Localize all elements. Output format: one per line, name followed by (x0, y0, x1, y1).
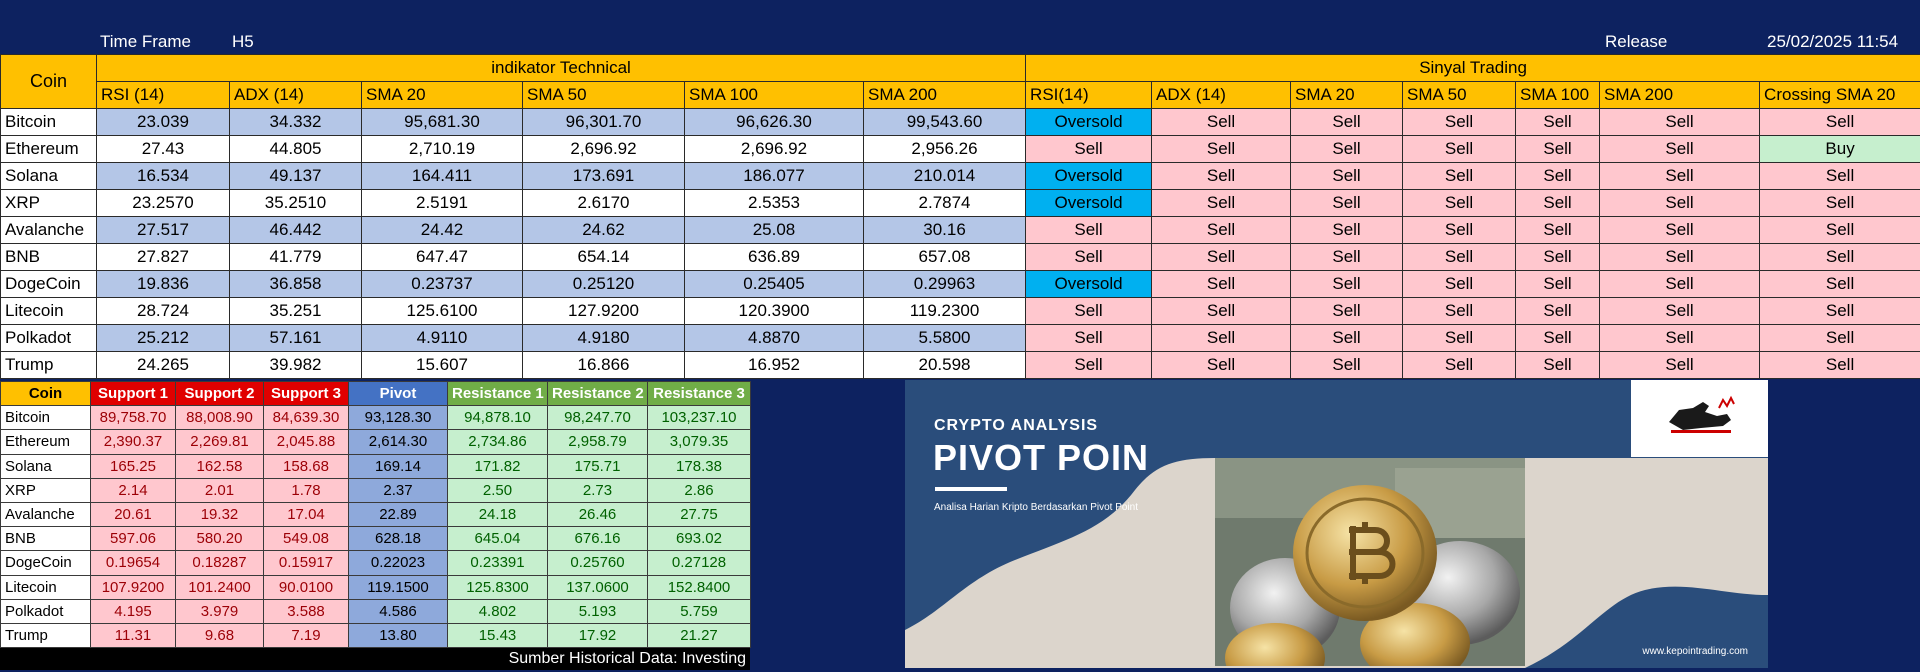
signal-cell: Buy (1760, 136, 1920, 163)
indicator-value-cell: 16.534 (97, 163, 230, 190)
signal-cell: Oversold (1026, 163, 1152, 190)
table-row (1, 190, 1920, 217)
pivot-value-cell: 2,614.30 (349, 430, 448, 454)
signal-column-header: ADX (14) (1152, 82, 1291, 109)
indicator-value-cell: 2,710.19 (362, 136, 523, 163)
signal-column-header: SMA 20 (1291, 82, 1403, 109)
tech-column-header: ADX (14) (230, 82, 362, 109)
signal-cell: Sell (1403, 298, 1516, 325)
signal-cell: Sell (1516, 271, 1600, 298)
pivot-row (1, 406, 751, 430)
signal-cell: Sell (1760, 244, 1920, 271)
pivot-value-cell: 137.0600 (548, 575, 648, 599)
pivot-value-cell: 645.04 (448, 527, 548, 551)
indicator-value-cell: 24.265 (97, 352, 230, 379)
indicator-value-cell: 96,301.70 (523, 109, 685, 136)
signal-cell: Sell (1152, 109, 1291, 136)
coin-name-cell: Litecoin (1, 575, 91, 599)
signal-cell: Sell (1291, 244, 1403, 271)
pivot-value-cell: 4.195 (91, 599, 176, 623)
table-row (1, 163, 1920, 190)
banner-title: PIVOT POIN (933, 437, 1150, 478)
indicator-value-cell: 173.691 (523, 163, 685, 190)
signal-cell: Sell (1403, 352, 1516, 379)
indicator-value-cell: 0.29963 (864, 271, 1026, 298)
pivot-value-cell: 90.0100 (264, 575, 349, 599)
table-row (1, 325, 1920, 352)
technical-group-header: indikator Technical (97, 55, 1026, 82)
pivot-column-header: Support 2 (176, 382, 264, 406)
signal-cell: Sell (1600, 190, 1760, 217)
signal-cell: Oversold (1026, 109, 1152, 136)
signal-cell: Sell (1516, 298, 1600, 325)
indicator-value-cell: 23.2570 (97, 190, 230, 217)
signal-cell: Sell (1026, 325, 1152, 352)
signal-cell: Oversold (1026, 271, 1152, 298)
indicator-value-cell: 120.3900 (685, 298, 864, 325)
pivot-value-cell: 0.18287 (176, 551, 264, 575)
pivot-value-cell: 15.43 (448, 623, 548, 647)
pivot-value-cell: 169.14 (349, 454, 448, 478)
signal-cell: Sell (1760, 163, 1920, 190)
coin-name-cell: DogeCoin (1, 551, 91, 575)
indicator-value-cell: 49.137 (230, 163, 362, 190)
signal-cell: Sell (1152, 352, 1291, 379)
signal-cell: Sell (1291, 163, 1403, 190)
pivot-column-header: Coin (1, 382, 91, 406)
pivot-value-cell: 2,390.37 (91, 430, 176, 454)
table-row (1, 136, 1920, 163)
pivot-column-header: Support 1 (91, 382, 176, 406)
indicator-value-cell: 2.5353 (685, 190, 864, 217)
indicator-value-cell: 119.2300 (864, 298, 1026, 325)
pivot-row (1, 454, 751, 478)
pivot-value-cell: 2.50 (448, 478, 548, 502)
indicator-value-cell: 28.724 (97, 298, 230, 325)
pivot-value-cell: 178.38 (648, 454, 751, 478)
pivot-value-cell: 3.979 (176, 599, 264, 623)
signal-cell: Sell (1600, 298, 1760, 325)
indicator-value-cell: 25.08 (685, 217, 864, 244)
pivot-value-cell: 2,734.86 (448, 430, 548, 454)
signal-cell: Sell (1291, 109, 1403, 136)
pivot-value-cell: 94,878.10 (448, 406, 548, 430)
indicator-value-cell: 44.805 (230, 136, 362, 163)
brand-logo (1631, 380, 1768, 457)
banner-website: www.kepointrading.com (1642, 646, 1748, 657)
indicator-value-cell: 2,696.92 (685, 136, 864, 163)
tech-column-header: SMA 200 (864, 82, 1026, 109)
indicator-value-cell: 657.08 (864, 244, 1026, 271)
signal-cell: Sell (1600, 271, 1760, 298)
indicator-value-cell: 27.43 (97, 136, 230, 163)
coin-name-cell: Polkadot (1, 599, 91, 623)
signal-cell: Sell (1403, 109, 1516, 136)
pivot-value-cell: 17.92 (548, 623, 648, 647)
pivot-column-header: Resistance 1 (448, 382, 548, 406)
indicator-value-cell: 27.827 (97, 244, 230, 271)
indicator-value-cell: 5.5800 (864, 325, 1026, 352)
pivot-value-cell: 162.58 (176, 454, 264, 478)
indicator-value-cell: 19.836 (97, 271, 230, 298)
crypto-coins-photo (1215, 458, 1525, 666)
pivot-row (1, 551, 751, 575)
pivot-value-cell: 0.27128 (648, 551, 751, 575)
pivot-value-cell: 0.23391 (448, 551, 548, 575)
technical-signal-table (0, 54, 1920, 379)
pivot-value-cell: 84,639.30 (264, 406, 349, 430)
signal-cell: Sell (1516, 352, 1600, 379)
table-row (1, 352, 1920, 379)
signal-cell: Sell (1291, 271, 1403, 298)
signal-cell: Sell (1516, 217, 1600, 244)
table-row (1, 217, 1920, 244)
pivot-column-header: Pivot (349, 382, 448, 406)
indicator-value-cell: 186.077 (685, 163, 864, 190)
indicator-value-cell: 2,956.26 (864, 136, 1026, 163)
pivot-value-cell: 693.02 (648, 527, 751, 551)
signal-cell: Sell (1152, 244, 1291, 271)
pivot-value-cell: 549.08 (264, 527, 349, 551)
signal-cell: Sell (1516, 109, 1600, 136)
pivot-row (1, 430, 751, 454)
signal-cell: Sell (1403, 325, 1516, 352)
signal-cell: Oversold (1026, 190, 1152, 217)
coin-header: Coin (1, 55, 97, 109)
signal-cell: Sell (1291, 298, 1403, 325)
signal-cell: Sell (1600, 163, 1760, 190)
indicator-value-cell: 20.598 (864, 352, 1026, 379)
tech-column-header: SMA 50 (523, 82, 685, 109)
pivot-column-header: Resistance 3 (648, 382, 751, 406)
coin-name-cell: Avalanche (1, 502, 91, 526)
pivot-row (1, 478, 751, 502)
coin-name-cell: Litecoin (1, 298, 97, 325)
coin-name-cell: BNB (1, 527, 91, 551)
indicator-value-cell: 34.332 (230, 109, 362, 136)
signal-cell: Sell (1026, 298, 1152, 325)
tech-column-header: SMA 100 (685, 82, 864, 109)
indicator-value-cell: 35.2510 (230, 190, 362, 217)
signal-column-header: SMA 100 (1516, 82, 1600, 109)
signal-cell: Sell (1600, 217, 1760, 244)
signal-column-header: RSI(14) (1026, 82, 1152, 109)
indicator-value-cell: 24.42 (362, 217, 523, 244)
indicator-value-cell: 647.47 (362, 244, 523, 271)
tech-column-header: SMA 20 (362, 82, 523, 109)
indicator-value-cell: 35.251 (230, 298, 362, 325)
coin-name-cell: XRP (1, 478, 91, 502)
pivot-value-cell: 93,128.30 (349, 406, 448, 430)
data-source-note: Sumber Historical Data: Investing (0, 648, 750, 670)
signal-cell: Sell (1403, 136, 1516, 163)
indicator-value-cell: 95,681.30 (362, 109, 523, 136)
pivot-value-cell: 11.31 (91, 623, 176, 647)
signal-cell: Sell (1600, 352, 1760, 379)
pivot-column-header: Support 3 (264, 382, 349, 406)
signal-cell: Sell (1403, 271, 1516, 298)
bull-logo-icon (1631, 380, 1768, 457)
coin-name-cell: XRP (1, 190, 97, 217)
indicator-value-cell: 25.212 (97, 325, 230, 352)
signal-cell: Sell (1760, 271, 1920, 298)
tech-column-header: RSI (14) (97, 82, 230, 109)
indicator-value-cell: 164.411 (362, 163, 523, 190)
signal-cell: Sell (1291, 136, 1403, 163)
pivot-value-cell: 17.04 (264, 502, 349, 526)
indicator-value-cell: 46.442 (230, 217, 362, 244)
signal-cell: Sell (1760, 325, 1920, 352)
indicator-value-cell: 210.014 (864, 163, 1026, 190)
coin-name-cell: BNB (1, 244, 97, 271)
pivot-row (1, 623, 751, 647)
pivot-value-cell: 26.46 (548, 502, 648, 526)
signal-cell: Sell (1516, 136, 1600, 163)
pivot-value-cell: 27.75 (648, 502, 751, 526)
pivot-value-cell: 3.588 (264, 599, 349, 623)
pivot-value-cell: 88,008.90 (176, 406, 264, 430)
signal-cell: Sell (1516, 244, 1600, 271)
indicator-value-cell: 125.6100 (362, 298, 523, 325)
signal-cell: Sell (1600, 244, 1760, 271)
release-label: Release (1605, 32, 1668, 51)
signal-cell: Sell (1760, 190, 1920, 217)
indicator-value-cell: 654.14 (523, 244, 685, 271)
pivot-value-cell: 89,758.70 (91, 406, 176, 430)
indicator-value-cell: 27.517 (97, 217, 230, 244)
pivot-value-cell: 0.19654 (91, 551, 176, 575)
pivot-value-cell: 5.759 (648, 599, 751, 623)
pivot-value-cell: 0.15917 (264, 551, 349, 575)
pivot-row (1, 527, 751, 551)
pivot-value-cell: 2.01 (176, 478, 264, 502)
pivot-value-cell: 2.73 (548, 478, 648, 502)
indicator-value-cell: 2.7874 (864, 190, 1026, 217)
coin-name-cell: Ethereum (1, 430, 91, 454)
pivot-value-cell: 2.37 (349, 478, 448, 502)
table-row (1, 298, 1920, 325)
pivot-value-cell: 3,079.35 (648, 430, 751, 454)
indicator-value-cell: 16.952 (685, 352, 864, 379)
pivot-value-cell: 107.9200 (91, 575, 176, 599)
pivot-value-cell: 9.68 (176, 623, 264, 647)
indicator-value-cell: 96,626.30 (685, 109, 864, 136)
indicator-value-cell: 2.6170 (523, 190, 685, 217)
signal-cell: Sell (1291, 217, 1403, 244)
coin-name-cell: Solana (1, 454, 91, 478)
signal-cell: Sell (1152, 136, 1291, 163)
table-row (1, 244, 1920, 271)
pivot-poin-banner (905, 380, 1768, 668)
signal-column-header: SMA 200 (1600, 82, 1760, 109)
pivot-value-cell: 597.06 (91, 527, 176, 551)
signal-cell: Sell (1516, 163, 1600, 190)
signal-column-header: SMA 50 (1403, 82, 1516, 109)
signal-column-header: Crossing SMA 20 (1760, 82, 1920, 109)
signal-cell: Sell (1600, 136, 1760, 163)
pivot-value-cell: 22.89 (349, 502, 448, 526)
pivot-value-cell: 2,045.88 (264, 430, 349, 454)
pivot-value-cell: 0.22023 (349, 551, 448, 575)
signal-cell: Sell (1516, 190, 1600, 217)
indicator-value-cell: 4.9180 (523, 325, 685, 352)
pivot-row (1, 502, 751, 526)
coin-name-cell: Bitcoin (1, 109, 97, 136)
indicator-value-cell: 0.23737 (362, 271, 523, 298)
pivot-value-cell: 152.8400 (648, 575, 751, 599)
pivot-column-header: Resistance 2 (548, 382, 648, 406)
time-frame-value: H5 (232, 32, 254, 51)
indicator-value-cell: 4.9110 (362, 325, 523, 352)
signal-cell: Sell (1152, 217, 1291, 244)
pivot-value-cell: 1.78 (264, 478, 349, 502)
pivot-value-cell: 21.27 (648, 623, 751, 647)
pivot-value-cell: 20.61 (91, 502, 176, 526)
indicator-value-cell: 0.25405 (685, 271, 864, 298)
pivot-value-cell: 24.18 (448, 502, 548, 526)
pivot-value-cell: 125.8300 (448, 575, 548, 599)
signal-cell: Sell (1403, 244, 1516, 271)
signal-group-header: Sinyal Trading (1026, 55, 1920, 82)
signal-cell: Sell (1152, 271, 1291, 298)
pivot-value-cell: 119.1500 (349, 575, 448, 599)
pivot-value-cell: 19.32 (176, 502, 264, 526)
indicator-value-cell: 23.039 (97, 109, 230, 136)
signal-cell: Sell (1403, 190, 1516, 217)
signal-cell: Sell (1760, 109, 1920, 136)
signal-cell: Sell (1600, 325, 1760, 352)
pivot-value-cell: 2,269.81 (176, 430, 264, 454)
pivot-value-cell: 2.86 (648, 478, 751, 502)
signal-cell: Sell (1516, 325, 1600, 352)
coin-name-cell: Trump (1, 352, 97, 379)
pivot-value-cell: 101.2400 (176, 575, 264, 599)
indicator-value-cell: 15.607 (362, 352, 523, 379)
indicator-value-cell: 2.5191 (362, 190, 523, 217)
pivot-point-table (0, 381, 751, 648)
time-frame-label: Time Frame (100, 32, 191, 51)
indicator-value-cell: 4.8870 (685, 325, 864, 352)
pivot-value-cell: 5.193 (548, 599, 648, 623)
signal-cell: Sell (1760, 352, 1920, 379)
banner-divider (935, 487, 1007, 491)
coin-name-cell: Polkadot (1, 325, 97, 352)
table-row (1, 271, 1920, 298)
signal-cell: Sell (1026, 217, 1152, 244)
coin-name-cell: Bitcoin (1, 406, 91, 430)
pivot-value-cell: 158.68 (264, 454, 349, 478)
signal-cell: Sell (1152, 298, 1291, 325)
signal-cell: Sell (1026, 352, 1152, 379)
pivot-value-cell: 2.14 (91, 478, 176, 502)
indicator-value-cell: 2,696.92 (523, 136, 685, 163)
banner-subtitle: CRYPTO ANALYSIS (934, 417, 1099, 434)
pivot-value-cell: 676.16 (548, 527, 648, 551)
indicator-value-cell: 36.858 (230, 271, 362, 298)
pivot-value-cell: 165.25 (91, 454, 176, 478)
pivot-row (1, 599, 751, 623)
pivot-value-cell: 98,247.70 (548, 406, 648, 430)
coin-name-cell: Avalanche (1, 217, 97, 244)
indicator-value-cell: 636.89 (685, 244, 864, 271)
signal-cell: Sell (1760, 298, 1920, 325)
signal-cell: Sell (1291, 190, 1403, 217)
pivot-value-cell: 175.71 (548, 454, 648, 478)
release-value: 25/02/2025 11:54 (1767, 32, 1899, 51)
pivot-value-cell: 2,958.79 (548, 430, 648, 454)
indicator-value-cell: 41.779 (230, 244, 362, 271)
coin-name-cell: Trump (1, 623, 91, 647)
coin-name-cell: Solana (1, 163, 97, 190)
signal-cell: Sell (1152, 163, 1291, 190)
signal-cell: Sell (1403, 217, 1516, 244)
pivot-value-cell: 7.19 (264, 623, 349, 647)
table-row (1, 109, 1920, 136)
indicator-value-cell: 16.866 (523, 352, 685, 379)
pivot-row (1, 575, 751, 599)
pivot-value-cell: 13.80 (349, 623, 448, 647)
signal-cell: Sell (1760, 217, 1920, 244)
pivot-value-cell: 4.586 (349, 599, 448, 623)
signal-cell: Sell (1600, 109, 1760, 136)
signal-cell: Sell (1152, 190, 1291, 217)
signal-cell: Sell (1026, 244, 1152, 271)
signal-cell: Sell (1152, 325, 1291, 352)
indicator-value-cell: 0.25120 (523, 271, 685, 298)
coin-name-cell: Ethereum (1, 136, 97, 163)
indicator-value-cell: 127.9200 (523, 298, 685, 325)
signal-cell: Sell (1291, 325, 1403, 352)
indicator-value-cell: 39.982 (230, 352, 362, 379)
pivot-value-cell: 103,237.10 (648, 406, 751, 430)
pivot-value-cell: 171.82 (448, 454, 548, 478)
indicator-value-cell: 30.16 (864, 217, 1026, 244)
signal-cell: Sell (1291, 352, 1403, 379)
signal-cell: Sell (1403, 163, 1516, 190)
indicator-value-cell: 57.161 (230, 325, 362, 352)
indicator-value-cell: 24.62 (523, 217, 685, 244)
indicator-value-cell: 99,543.60 (864, 109, 1026, 136)
banner-description: Analisa Harian Kripto Berdasarkan Pivot Point (934, 502, 1138, 513)
signal-cell: Sell (1026, 136, 1152, 163)
pivot-value-cell: 4.802 (448, 599, 548, 623)
coin-name-cell: DogeCoin (1, 271, 97, 298)
pivot-value-cell: 580.20 (176, 527, 264, 551)
pivot-value-cell: 0.25760 (548, 551, 648, 575)
pivot-value-cell: 628.18 (349, 527, 448, 551)
